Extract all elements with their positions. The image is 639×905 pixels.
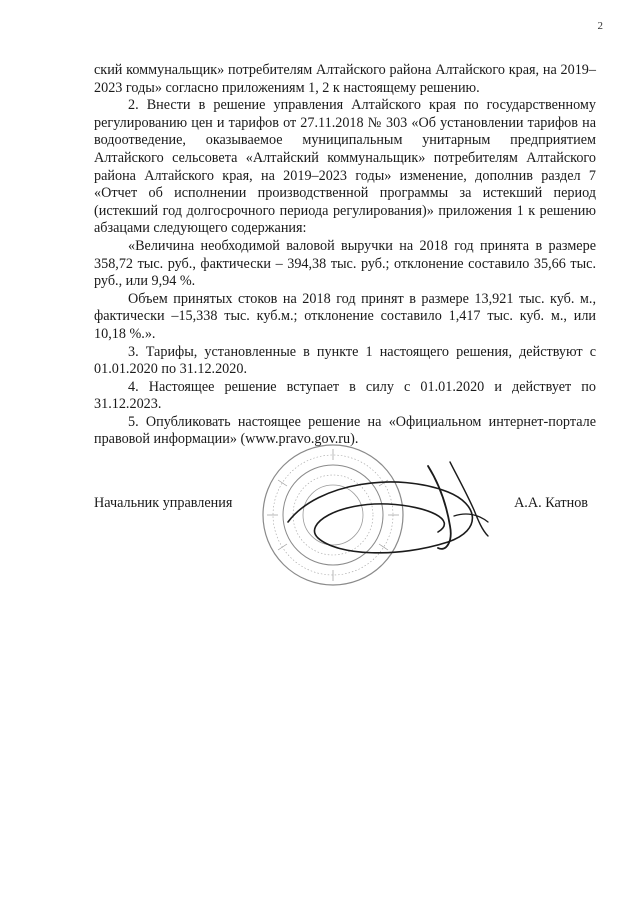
signatory-title: Начальник управления [94,495,233,511]
paragraph-item-4: 4. Настоящее решение вступает в силу с 01.01.2020 и действует по 31.12.2023. [94,378,596,413]
paragraph-quote-revenue: «Величина необходимой валовой выручки на 2018 год принята в размере 358,72 тыс. руб., фактически – 394,38 тыс. руб.; отклонение составило 35,66 тыс. руб., или 9,94 %. [94,237,596,290]
document-body [94,62,596,449]
paragraph-item-5: 5. Опубликовать настоящее решение на «Официальном интернет-портале правовой информации» (www.pravo.gov.ru). [94,413,596,448]
paragraph-item-3: 3. Тарифы, установленные в пункте 1 настоящего решения, действуют с 01.01.2020 по 31.12.2020. [94,343,596,378]
page-number: 2 [597,20,603,32]
paragraph-quote-volume: Объем принятых стоков на 2018 год принят в размере 13,921 тыс. куб. м., фактически –15,338 тыс. куб.м.; отклонение составило 1,417 тыс. куб. м., или 10,18 %.». [94,290,596,342]
signature-block [94,495,596,555]
paragraph-item-2: 2. Внести в решение управления Алтайского края по государственному регулированию цен и тарифов от 27.11.2018 № 303 «Об установлении тарифов на водоотведение, оказываемое муниципальным унитарным предприятием Алтайского сельсовета «Алтайский коммунальщик» потребителям Алтайского района Алтайского края, на 2019–2023 годы» изменение, дополнив раздел 7 «Отчет об исполнении производственной программы за истекший период (истекший год долгосрочного периода регулирования)» приложения 1 к решению абзацами следующего содержания: [94,97,596,237]
paragraph-continuation: ский коммунальщик» потребителям Алтайского района Алтайского края, на 2019–2023 годы» согласно приложениям 1, 2 к настоящему решению. [94,62,596,96]
signatory-name: А.А. Катнов [514,495,588,511]
